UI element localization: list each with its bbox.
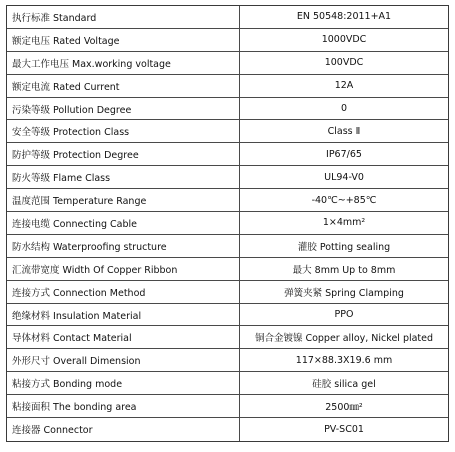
table-row [7,52,448,75]
table-row [7,258,448,281]
row-value: EN 50548:2011+A1 [296,11,392,23]
row-label: 连接器 Connector [7,418,240,441]
table-row [7,281,448,304]
row-label: 连接电缆 Connecting Cable [7,212,240,234]
table-row [7,304,448,327]
table-row [7,6,448,29]
table-row [7,212,448,235]
row-label: 汇流带宽度 Width Of Copper Ribbon [7,258,240,280]
table-row [7,372,448,395]
row-value: 铜合金镀镍 Copper alloy, Nickel plated [254,333,434,345]
row-value: 1000VDC [321,34,367,46]
row-label: 粘接面积 The bonding area [7,395,240,417]
row-label: 防水结构 Waterproofing structure [7,235,240,257]
row-label: 污染等级 Pollution Degree [7,98,240,120]
row-label: 额定电流 Rated Current [7,75,240,97]
row-value: 117×88.3X19.6 mm [295,354,393,366]
row-value: 硅胶 silica gel [312,379,376,391]
row-label: 安全等级 Protection Class [7,120,240,142]
row-value: Class Ⅱ [327,125,361,137]
row-label: 导体材料 Contact Material [7,326,240,348]
row-value: 最大 8mm Up to 8mm [292,264,396,276]
table-row [7,418,448,441]
row-value: IP67/65 [326,148,362,160]
table-row [7,75,448,98]
table-row [7,120,448,143]
table-row [7,143,448,166]
row-label: 绝缘材料 Insulation Material [7,304,240,326]
row-value: 1×4mm² [322,217,366,229]
row-label: 粘接方式 Bonding mode [7,372,240,394]
table-row [7,166,448,189]
row-label: 执行标准 Standard [7,6,240,28]
specification-table [6,5,449,442]
row-value: 弹簧夹紧 Spring Clamping [284,287,404,299]
table-row [7,98,448,121]
row-label: 防护等级 Protection Degree [7,143,240,165]
table-row [7,189,448,212]
table-row [7,326,448,349]
row-label: 外形尺寸 Overall Dimension [7,349,240,371]
row-value: 2500㎜² [325,402,363,414]
table-row [7,235,448,258]
row-value: PV-SC01 [324,423,364,435]
row-label: 连接方式 Connection Method [7,281,240,303]
row-value: -40℃~+85℃ [311,194,377,206]
row-value: 100VDC [324,57,364,69]
table-row [7,395,448,418]
row-value: 0 [340,103,348,114]
table-row [7,349,448,372]
row-label: 温度范围 Temperature Range [7,189,240,211]
row-value: UL94-V0 [324,171,364,183]
table-row [7,29,448,52]
row-label: 最大工作电压 Max.working voltage [7,52,240,74]
row-label: 额定电压 Rated Voltage [7,29,240,51]
row-label: 防火等级 Flame Class [7,166,240,188]
row-value: 灌胶 Potting sealing [297,241,391,253]
row-value: 12A [334,80,354,92]
row-value: PPO [334,309,354,321]
